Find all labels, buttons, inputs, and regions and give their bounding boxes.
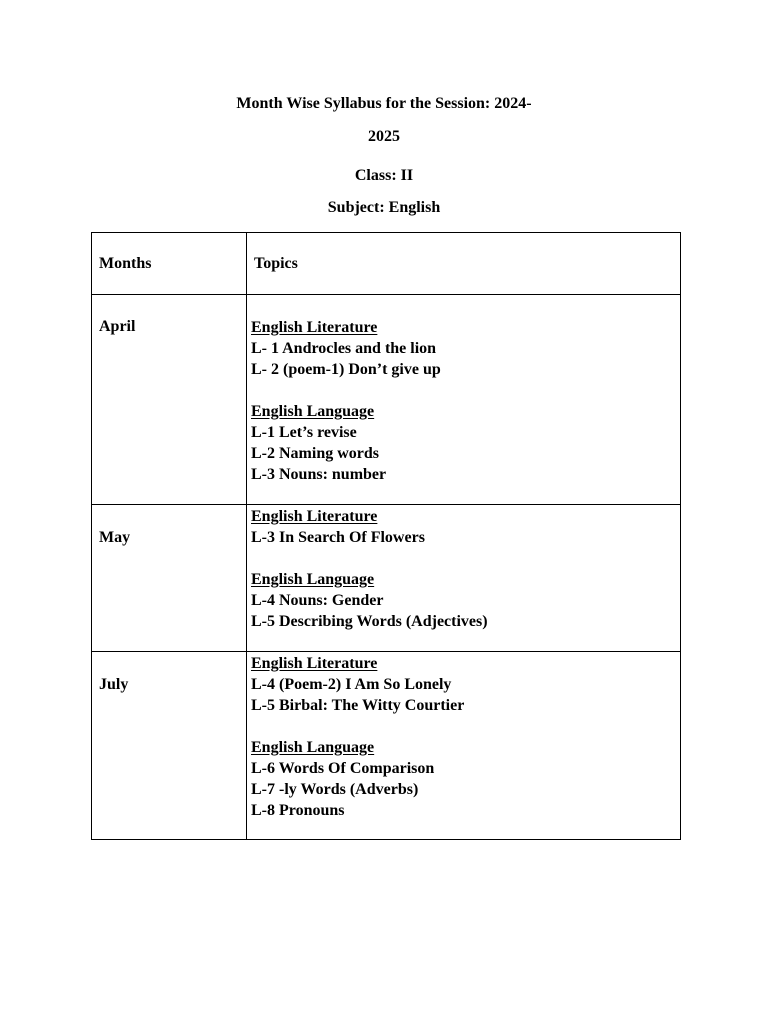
month-label-may: May bbox=[99, 529, 131, 546]
literature-section-title: English Literature bbox=[251, 319, 378, 336]
subject-heading: Subject: English bbox=[327, 199, 441, 216]
column-header-months: Months bbox=[92, 233, 247, 295]
month-cell bbox=[92, 505, 247, 652]
class-heading: Class: II bbox=[354, 167, 414, 184]
month-label-april: April bbox=[99, 318, 136, 335]
topic-item: L-7 -ly Words (Adverbs) bbox=[251, 781, 419, 798]
literature-section-title: English Literature bbox=[251, 508, 378, 525]
literature-section-title: English Literature bbox=[251, 655, 378, 672]
table-header-row bbox=[92, 233, 681, 295]
topic-item: L- 2 (poem-1) Don’t give up bbox=[251, 361, 441, 378]
table-row-may bbox=[92, 505, 681, 652]
topic-item: L-5 Describing Words (Adjectives) bbox=[251, 613, 488, 630]
month-cell bbox=[92, 652, 247, 840]
document-title-line-1: Month Wise Syllabus for the Session: 2024- bbox=[236, 95, 532, 112]
language-section-title: English Language bbox=[251, 571, 375, 588]
language-section-title: English Language bbox=[251, 403, 375, 420]
topic-item: L-4 Nouns: Gender bbox=[251, 592, 384, 609]
month-cell bbox=[92, 295, 247, 505]
topic-item: L-3 Nouns: number bbox=[251, 466, 387, 483]
topic-item: L-6 Words Of Comparison bbox=[251, 760, 435, 777]
topic-item: L-3 In Search Of Flowers bbox=[251, 529, 425, 546]
topics-cell bbox=[247, 295, 681, 505]
document-title-line-2: 2025 bbox=[368, 128, 400, 145]
table-row-july bbox=[92, 652, 681, 840]
topics-cell bbox=[247, 652, 681, 840]
topic-item: L-5 Birbal: The Witty Courtier bbox=[251, 697, 465, 714]
topic-item: L-2 Naming words bbox=[251, 445, 380, 462]
topic-item: L-1 Let’s revise bbox=[251, 424, 357, 441]
syllabus-table bbox=[91, 232, 681, 840]
topic-item: L-4 (Poem-2) I Am So Lonely bbox=[251, 676, 452, 693]
month-label-july: July bbox=[99, 676, 129, 693]
topic-item: L-8 Pronouns bbox=[251, 802, 345, 819]
column-header-topics: Topics bbox=[247, 233, 681, 295]
language-section-title: English Language bbox=[251, 739, 375, 756]
topic-item: L- 1 Androcles and the lion bbox=[251, 340, 437, 357]
topics-cell bbox=[247, 505, 681, 652]
table-row-april bbox=[92, 295, 681, 505]
